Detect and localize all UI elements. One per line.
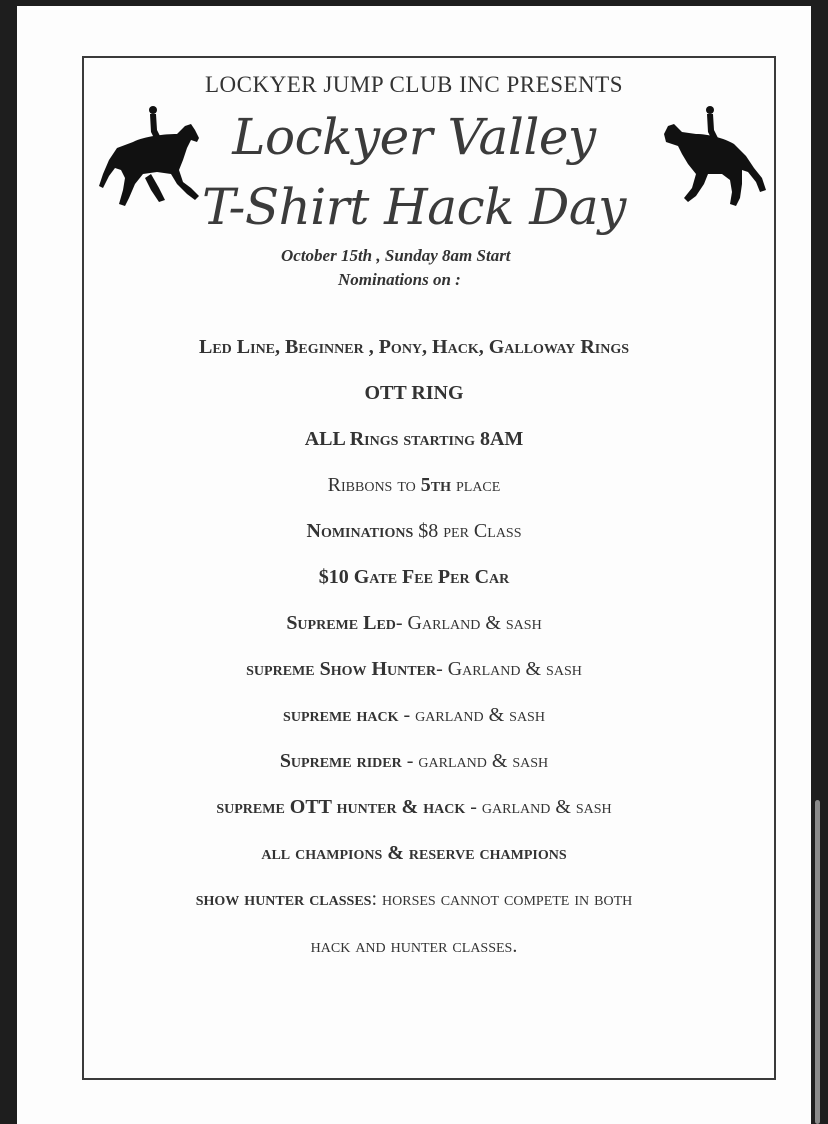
gate-fee: $10 Gate Fee Per Car (318, 566, 510, 588)
nomination-fee: Nominations $8 per Class (306, 520, 522, 542)
supreme-led: Supreme Led- Garland & sash (286, 612, 542, 634)
presents-line: LOCKYER JUMP CLUB INC PRESENTS (205, 72, 623, 97)
supreme-rider: Supreme rider - garland & sash (279, 750, 549, 772)
nominations-label: Nominations on : (338, 270, 461, 289)
champions: all champions & reserve champions (261, 842, 567, 864)
show-hunter-rule-cont: hack and hunter classes. (310, 935, 518, 957)
rings-list: Led Line, Beginner , Pony, Hack, Galloway Rings (199, 336, 629, 358)
ott-ring: OTT RING (364, 382, 464, 404)
supreme-hack: supreme hack - garland & sash (283, 704, 545, 726)
supreme-ott: supreme OTT hunter & hack - garland & sash (216, 796, 612, 818)
supreme-show-hunter: supreme Show Hunter- Garland & sash (246, 658, 582, 680)
event-date: October 15th , Sunday 8am Start (281, 246, 511, 265)
event-title-line2: T-Shirt Hack Day (202, 178, 626, 236)
rings-start-time: ALL Rings starting 8AM (304, 428, 524, 450)
show-hunter-rule: show hunter classes: horses cannot compete in both (195, 888, 633, 910)
event-title-line1: Lockyer Valley (232, 108, 596, 166)
ribbons-info: Ribbons to 5th place (327, 474, 501, 496)
